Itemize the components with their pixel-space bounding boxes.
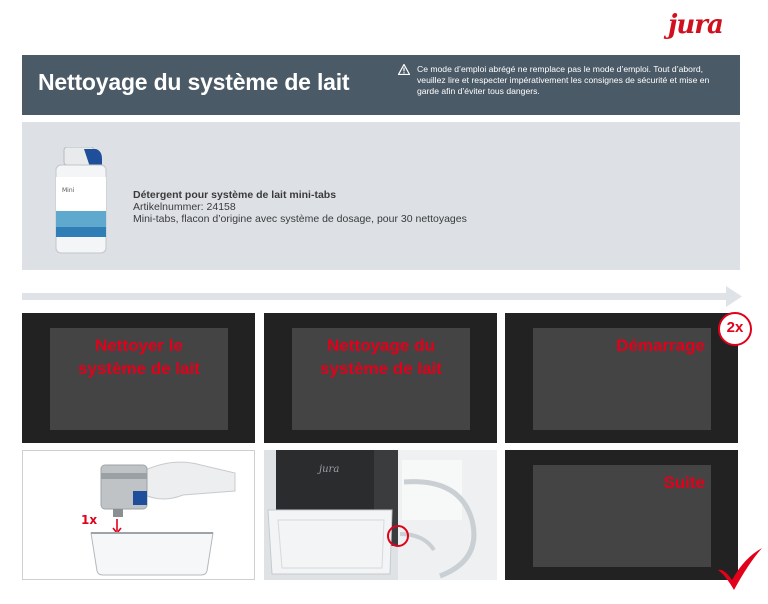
notice-text: Ce mode d’emploi abrégé ne remplace pas le mode d’emploi. Tout d’abord, veuillez lire et respecter impérativement les consignes de sécurité et mise en garde afin d’éviter tous dangers. [417, 64, 710, 96]
display-screen [533, 328, 711, 430]
display-screen [50, 328, 228, 430]
step-1-label [50, 334, 228, 380]
warning-triangle-icon [398, 64, 410, 75]
step-1-line2: système de lait [78, 359, 200, 378]
step-tile-5-photo [264, 450, 497, 580]
step-tile-6 [505, 450, 738, 580]
logo-text: jura [668, 10, 723, 40]
step-6-label: Suite [663, 473, 705, 492]
page-title: Nettoyage du système de lait [38, 69, 350, 95]
product-name: Détergent pour système de lait mini-tabs [133, 189, 337, 201]
detergent-bottle-image [50, 147, 112, 255]
step-1-line1: Nettoyer le [95, 336, 183, 355]
dose-count: 1x [81, 513, 98, 527]
bottle-label: Mini [62, 187, 75, 194]
product-article: Artikelnummer: 24158 [133, 201, 236, 213]
checkmark-icon [714, 546, 764, 592]
machine-logo: jura [319, 464, 340, 475]
step-2-line2: système de lait [320, 359, 442, 378]
product-panel [22, 122, 740, 270]
step-2-label [292, 334, 470, 380]
step-2-line1: Nettoyage du [327, 336, 435, 355]
step-tile-4-photo [22, 450, 255, 580]
jura-logo [668, 8, 744, 44]
step-tile-1 [22, 313, 255, 443]
machine-hose-connection-image [264, 450, 497, 580]
product-info [133, 189, 467, 225]
step-3-label: Démarrage [616, 336, 705, 355]
display-screen [533, 465, 711, 567]
press-twice-badge [718, 312, 752, 346]
title-banner [22, 55, 740, 115]
tablet-into-container-image [23, 451, 254, 579]
product-description: Mini-tabs, flacon d’origine avec système de dosage, pour 30 nettoyages [133, 213, 467, 225]
sequence-arrow [22, 284, 744, 308]
step-tile-3 [505, 313, 738, 443]
display-screen [292, 328, 470, 430]
step-tile-2 [264, 313, 497, 443]
press-count: 2x [726, 319, 744, 336]
